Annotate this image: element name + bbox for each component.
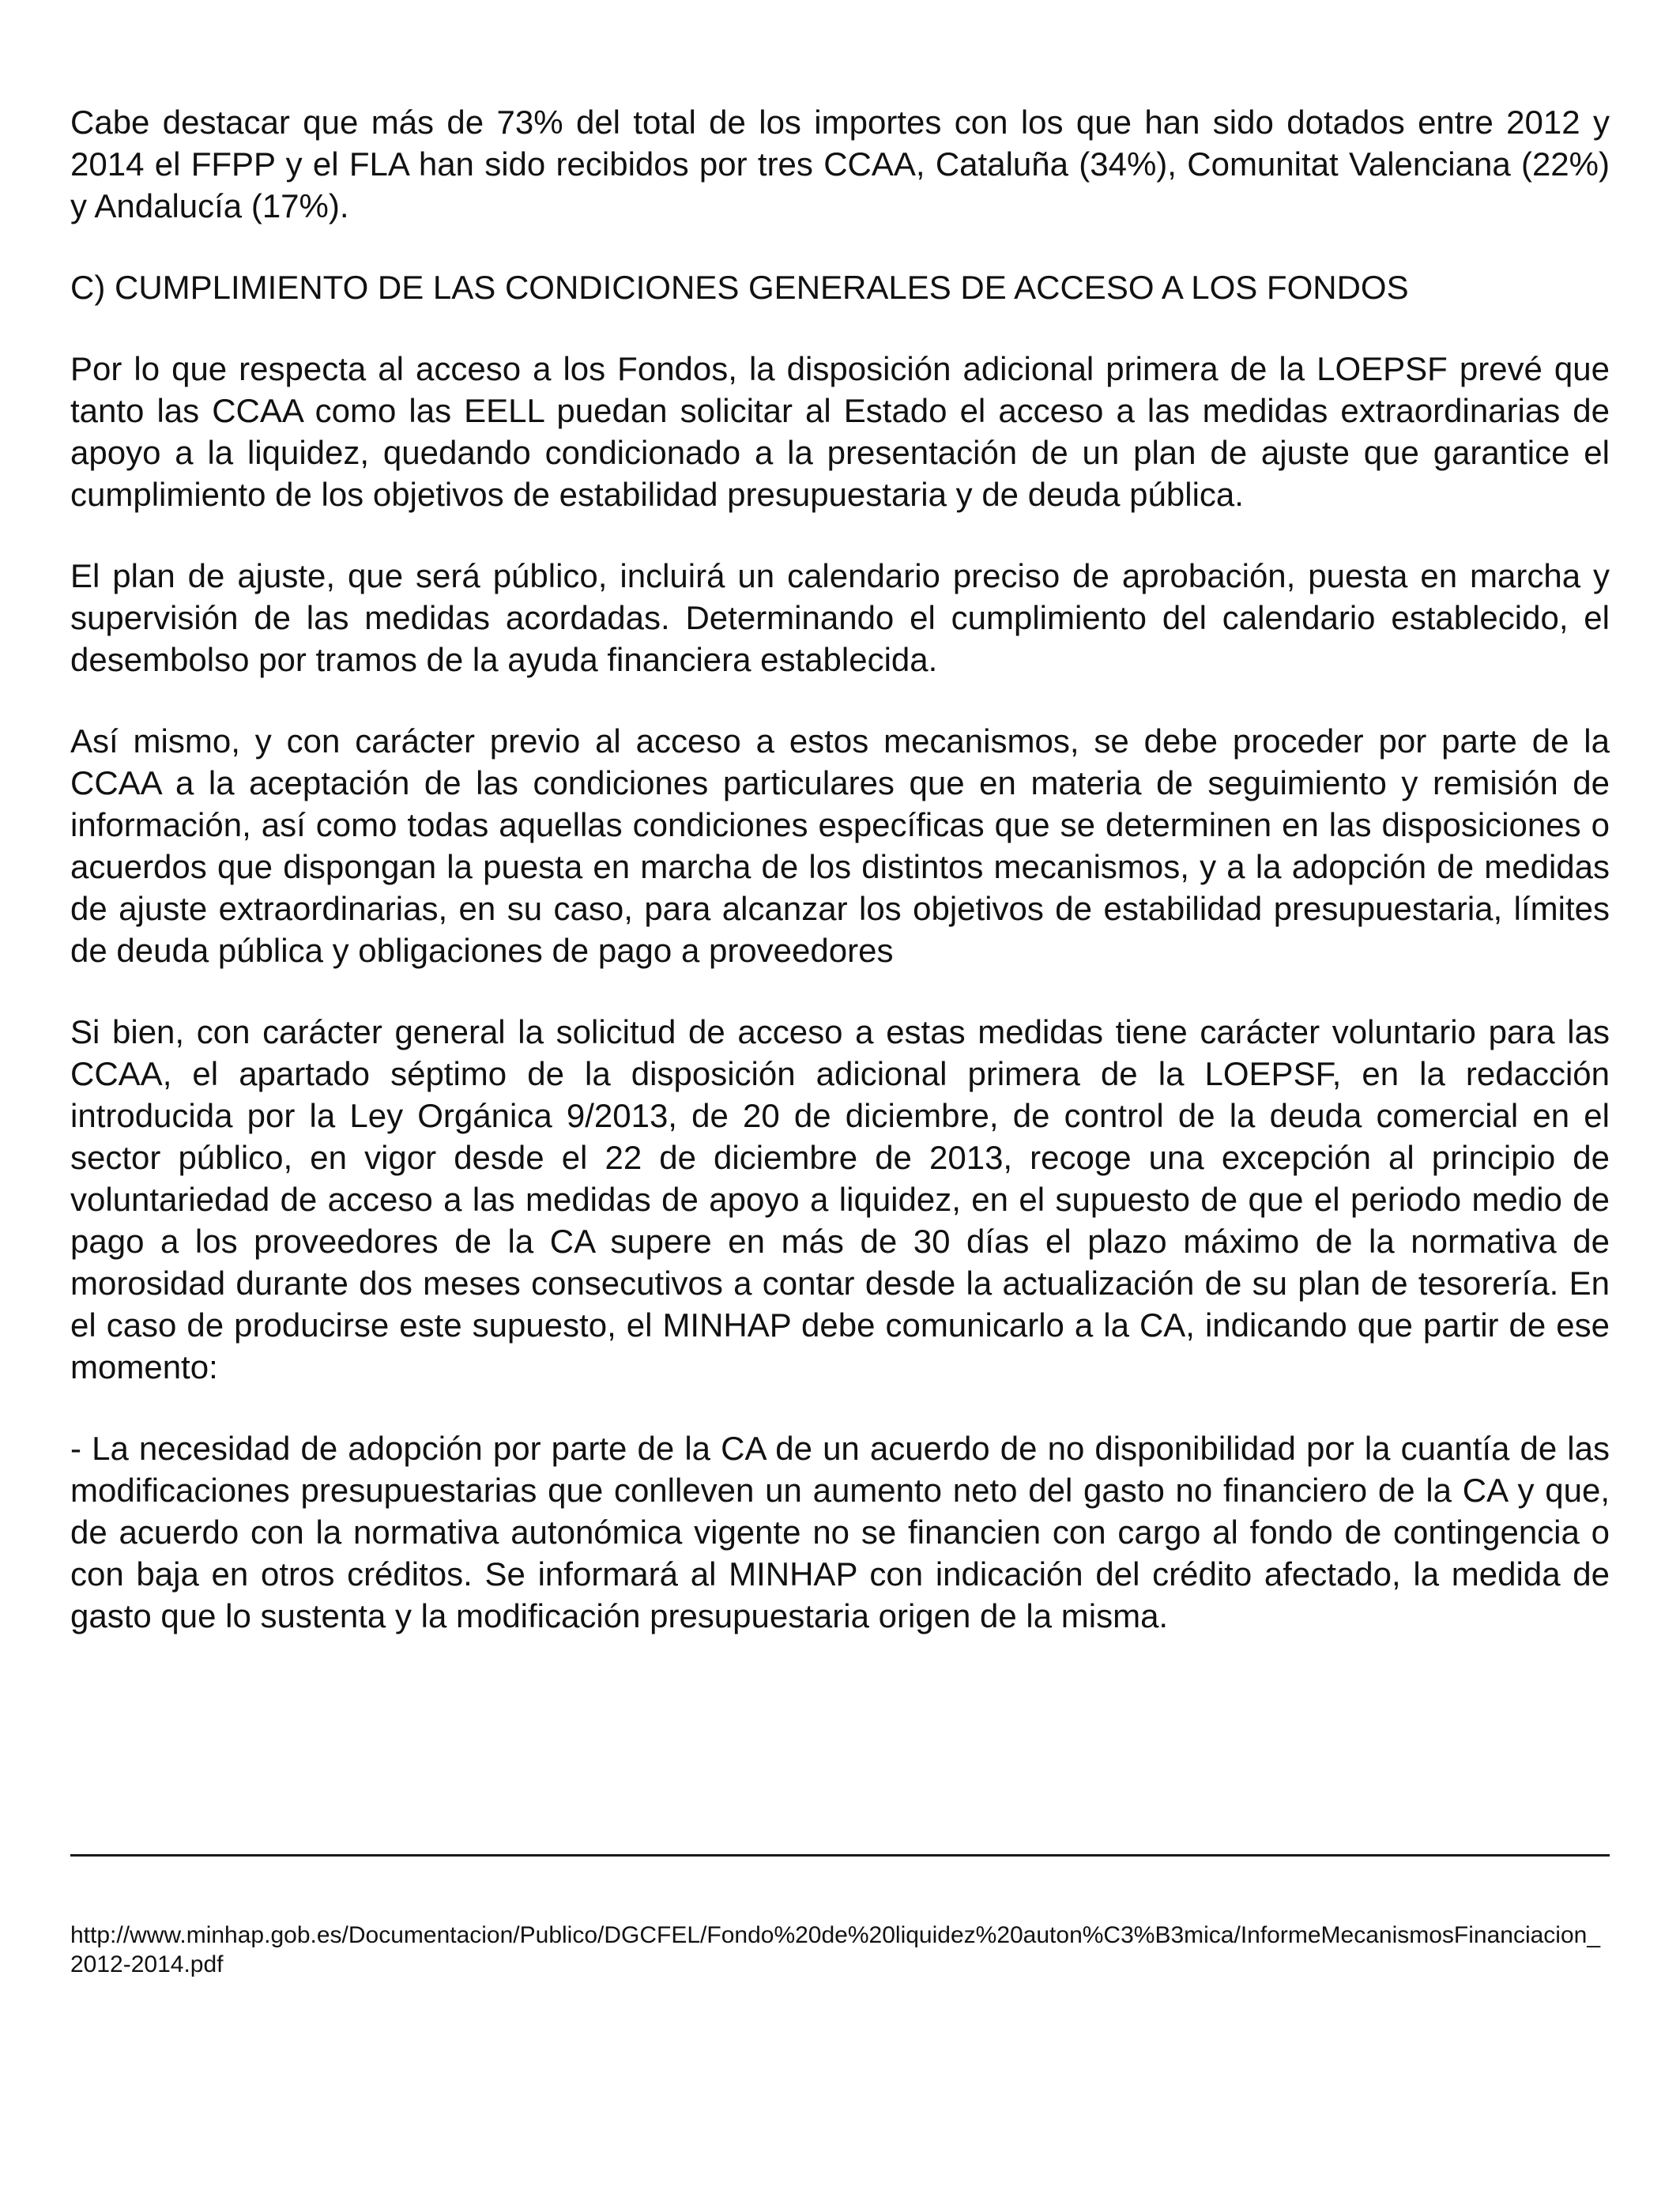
document-body (70, 101, 1610, 1637)
footnote-divider (70, 1854, 1610, 1857)
paragraph-ccaa-share: Cabe destacar que más de 73% del total de los importes con los que han sido dotados entre 2012 y 2014 el FFPP y el FLA han sido recibidos por tres CCAA, Cataluña (34%), Comunitat Valenciana (22%) y Andalucía (17%). (70, 104, 1610, 224)
paragraph-non-availability-agreement: - La necesidad de adopción por parte de la CA de un acuerdo de no disponibilidad por la cuantía de las modificaciones presupuestarias que conlleven un aumento neto del gasto no financiero de la CA y que, de acuerdo con la normativa autonómica vigente no se financien con cargo al fondo de contingencia o con baja en otros créditos. Se informará al MINHAP con indicación del crédito afectado, la medida de gasto que lo sustenta y la modificación presupuestaria origen de la misma. (70, 1430, 1610, 1634)
footnote-url-link[interactable]: http://www.minhap.gob.es/Documentacion/Publico/DGCFEL/Fondo%20de%20liquidez%20auton%C3%B3mica/InformeMecanismosFinanciacion_2012-2014.pdf (70, 1922, 1601, 1977)
section-heading: C) CUMPLIMIENTO DE LAS CONDICIONES GENERALES DE ACCESO A LOS FONDOS (70, 269, 1409, 306)
paragraph-adjustment-plan: El plan de ajuste, que será público, incluirá un calendario preciso de aprobación, puesta en marcha y supervisión de las medidas acordadas. Determinando el cumplimiento del calendario establecido, el desembolso por tramos de la ayuda financiera establecida. (70, 557, 1610, 678)
paragraph-prior-conditions: Así mismo, y con carácter previo al acceso a estos mecanismos, se debe proceder por parte de la CCAA a la aceptación de las condiciones particulares que en materia de seguimiento y remisión de información, así como todas aquellas condiciones específicas que se determinen en las disposiciones o acuerdos que dispongan la puesta en marcha de los distintos mecanismos, y a la adopción de medidas de ajuste extraordinarias, en su caso, para alcanzar los objetivos de estabilidad presupuestaria, límites de deuda pública y obligaciones de pago a proveedores (70, 722, 1610, 969)
paragraph-access-funds: Por lo que respecta al acceso a los Fondos, la disposición adicional primera de la LOEPSF prevé que tanto las CCAA como las EELL puedan solicitar al Estado el acceso a las medidas extraordinarias de apoyo a la liquidez, quedando condicionado a la presentación de un plan de ajuste que garantice el cumplimiento de los objetivos de estabilidad presupuestaria y de deuda pública. (70, 350, 1610, 513)
paragraph-voluntary-exception: Si bien, con carácter general la solicitud de acceso a estas medidas tiene carácter voluntario para las CCAA, el apartado séptimo de la disposición adicional primera de la LOEPSF, en la redacción introducida por la Ley Orgánica 9/2013, de 20 de diciembre, de control de la deuda comercial en el sector público, en vigor desde el 22 de diciembre de 2013, recoge una excepción al principio de voluntariedad de acceso a las medidas de apoyo a liquidez, en el supuesto de que el periodo medio de pago a los proveedores de la CA supere en más de 30 días el plazo máximo de la normativa de morosidad durante dos meses consecutivos a contar desde la actualización de su plan de tesorería. En el caso de producirse este supuesto, el MINHAP debe comunicarlo a la CA, indicando que partir de ese momento: (70, 1013, 1610, 1385)
